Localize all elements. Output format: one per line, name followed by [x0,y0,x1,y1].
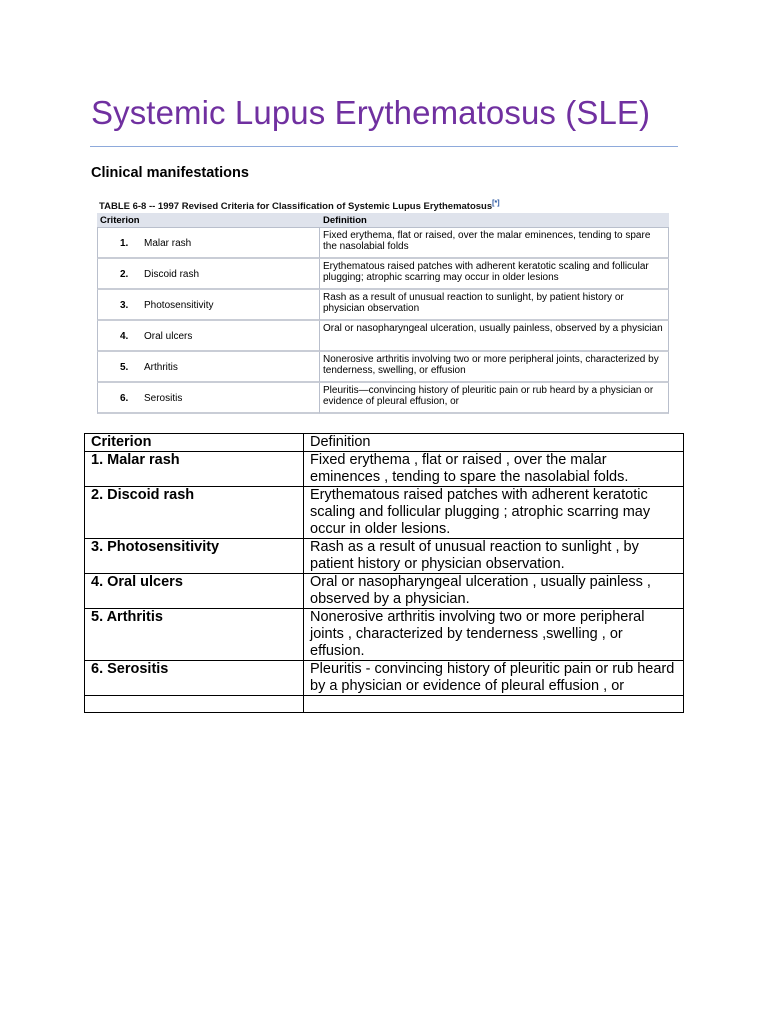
table-row [85,609,684,661]
caption-text: TABLE 6-8 -- 1997 Revised Criteria for Classification of Systemic Lupus Erythematosus [99,201,493,213]
criterion-cell: 2. Discoid rash [85,487,304,539]
scanned-criteria-table [97,213,669,414]
scanned-header-criterion: Criterion [97,213,320,228]
criterion-cell: 4. Oral ulcers [85,574,304,609]
scanned-definition-cell: Pleuritis—convincing history of pleuritic pain or rub heard by a physician or evidence of pleural effusion, or [320,383,669,414]
scanned-table-row [97,228,669,259]
criterion-cell: 3. Photosensitivity [85,539,304,574]
section-heading: Clinical manifestations [91,165,249,181]
page-title: Systemic Lupus Erythematosus (SLE) [91,94,651,131]
caption-reference-link[interactable]: [*] [492,200,500,207]
table-row [85,574,684,609]
scanned-criterion-number: 5. [120,361,129,373]
definition-cell: Pleuritis - convincing history of pleuritic pain or rub heard by a physician or evidence of pleural effusion , or [304,661,684,696]
definition-cell: Rash as a result of unusual reaction to sunlight , by patient history or physician observation. [304,539,684,574]
scanned-criterion-name: Arthritis [144,361,178,373]
scanned-definition-cell: Fixed erythema, flat or raised, over the malar eminences, tending to spare the nasolabial folds [320,228,669,259]
scanned-criterion-name: Serositis [144,392,183,404]
definition-cell: Nonerosive arthritis involving two or more peripheral joints , characterized by tenderness ,swelling , or effusion. [304,609,684,661]
criterion-cell: 1. Malar rash [85,452,304,487]
scanned-criterion-name: Photosensitivity [144,299,214,311]
scanned-table-row [97,290,669,321]
scanned-criterion-number: 3. [120,299,129,311]
scanned-criterion-cell [97,290,320,321]
scanned-definition-cell: Erythematous raised patches with adherent keratotic scaling and follicular plugging; atrophic scarring may occur in older lesions [320,259,669,290]
header-criterion: Criterion [85,434,304,452]
table-row [85,452,684,487]
scanned-table-header-row [97,213,669,228]
scanned-criterion-cell [97,321,320,352]
scanned-criterion-cell [97,259,320,290]
criterion-cell: 5. Arthritis [85,609,304,661]
scanned-table-row [97,321,669,352]
scanned-header-definition: Definition [320,213,669,228]
header-definition: Definition [304,434,684,452]
table-row [85,696,684,713]
criterion-cell [85,696,304,713]
definition-cell: Fixed erythema , flat or raised , over the malar eminences , tending to spare the nasolabial folds. [304,452,684,487]
table-header-row [85,434,684,452]
scanned-criterion-number: 1. [120,237,129,249]
scanned-criterion-number: 4. [120,330,129,342]
scanned-definition-cell: Rash as a result of unusual reaction to sunlight, by patient history or physician observation [320,290,669,321]
scanned-table-image [97,196,672,411]
definition-cell: Oral or nasopharyngeal ulceration , usually painless , observed by a physician. [304,574,684,609]
table-row [85,487,684,539]
scanned-table-caption [99,200,500,212]
scanned-table-row [97,352,669,383]
title-divider [90,146,678,147]
scanned-criterion-cell [97,352,320,383]
scanned-definition-cell: Nonerosive arthritis involving two or more peripheral joints, characterized by tenderness, swelling, or effusion [320,352,669,383]
scanned-criterion-name: Malar rash [144,237,192,249]
definition-cell [304,696,684,713]
scanned-criterion-name: Oral ulcers [144,330,193,342]
scanned-criterion-cell [97,383,320,414]
scanned-definition-cell: Oral or nasopharyngeal ulceration, usually painless, observed by a physician [320,321,669,352]
scanned-criterion-cell [97,228,320,259]
scanned-criterion-name: Discoid rash [144,268,200,280]
table-row [85,661,684,696]
scanned-criterion-number: 6. [120,392,129,404]
scanned-table-row [97,259,669,290]
criterion-cell: 6. Serositis [85,661,304,696]
scanned-table-row [97,383,669,414]
criteria-table [84,433,684,713]
table-row [85,539,684,574]
scanned-criterion-number: 2. [120,268,129,280]
definition-cell: Erythematous raised patches with adherent keratotic scaling and follicular plugging ; atrophic scarring may occur in older lesions. [304,487,684,539]
